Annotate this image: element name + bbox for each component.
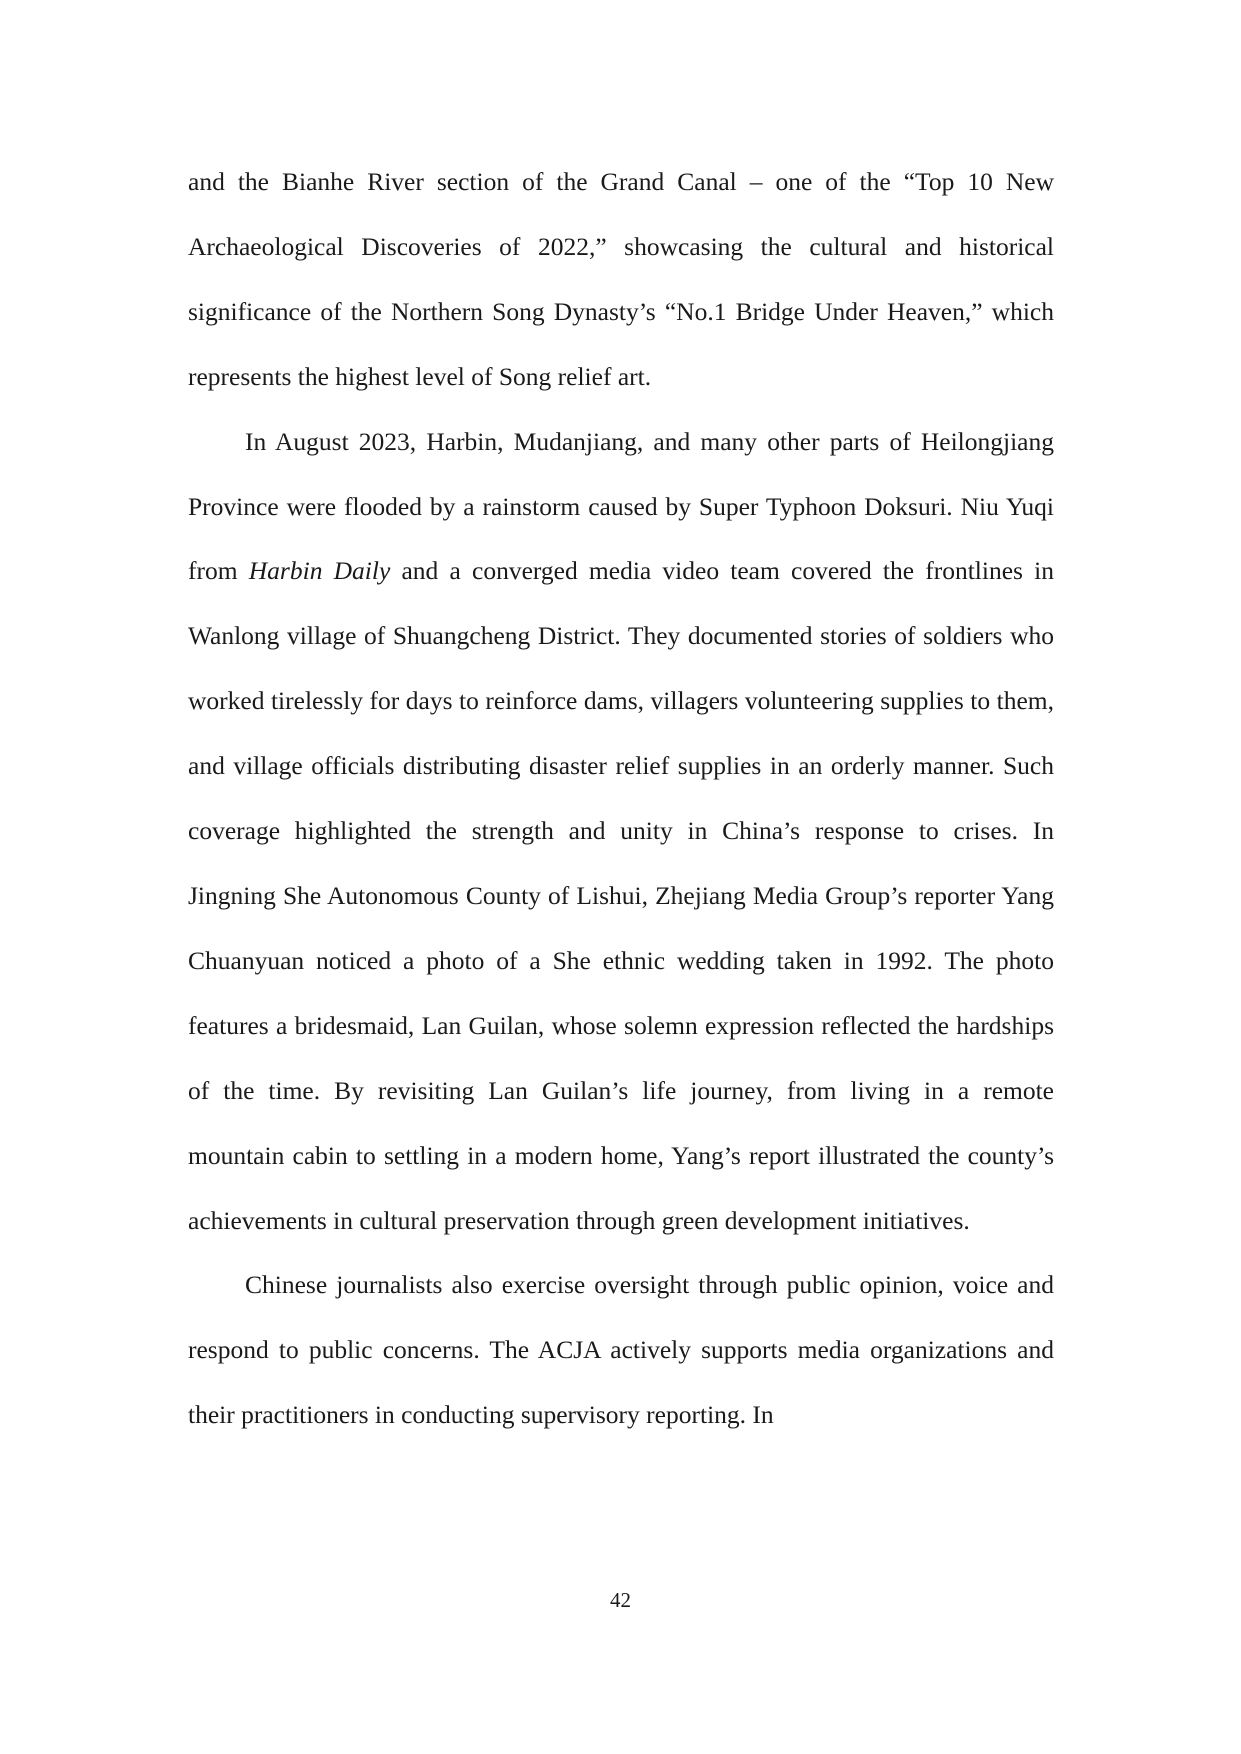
publication-title-harbin-daily: Harbin Daily [248, 556, 391, 586]
paragraph-typhoon-text-end: and a converged media video team covered the frontlines in Wanlong village of Shuangcheng District. They documented stories of soldiers who worked tirelessly for days to reinforce dams, villagers volunteering supplies to them, and village officials distributing disaster relief supplies in an orderly manner. Such coverage highlighted the strength and unity in China’s response to crises. In Jingning She Autonomous County of Lishui, Zhejiang Media Group’s reporter Yang Chuanyuan noticed a photo of a She ethnic wedding taken in 1992. The photo features a bridesmaid, Lan Guilan, whose solemn expression reflected the hardships of the time. By revisiting Lan Guilan’s life journey, from living in a remote mountain cabin to settling in a modern home, Yang’s report illustrated the county’s achievements in cultural preservation through green development initiatives. [188, 556, 1054, 1235]
page-number: 42 [610, 1588, 631, 1612]
body-text [188, 150, 1054, 1448]
paragraph-bianhe-river: and the Bianhe River section of the Grand Canal – one of the “Top 10 New Archaeological Discoveries of 2022,” showcasing the cultural and historical significance of the Northern Song Dynasty’s “No.1 Bridge Under Heaven,” which represents the highest level of Song relief art. [188, 167, 1054, 391]
paragraph-typhoon-text-start: In August 2023, Harbin, Mudanjiang, and many other parts of Heilongjiang Province were flooded by a rainstorm caused by Super Typhoon Doksuri. Niu Yuqi from [188, 426, 1054, 586]
paragraph-public-oversight: Chinese journalists also exercise oversight through public opinion, voice and respond to public concerns. The ACJA actively supports media organizations and their practitioners in conducting supervisory reporting. In [188, 1270, 1054, 1430]
paragraph-typhoon-doksuri [188, 410, 1054, 1254]
